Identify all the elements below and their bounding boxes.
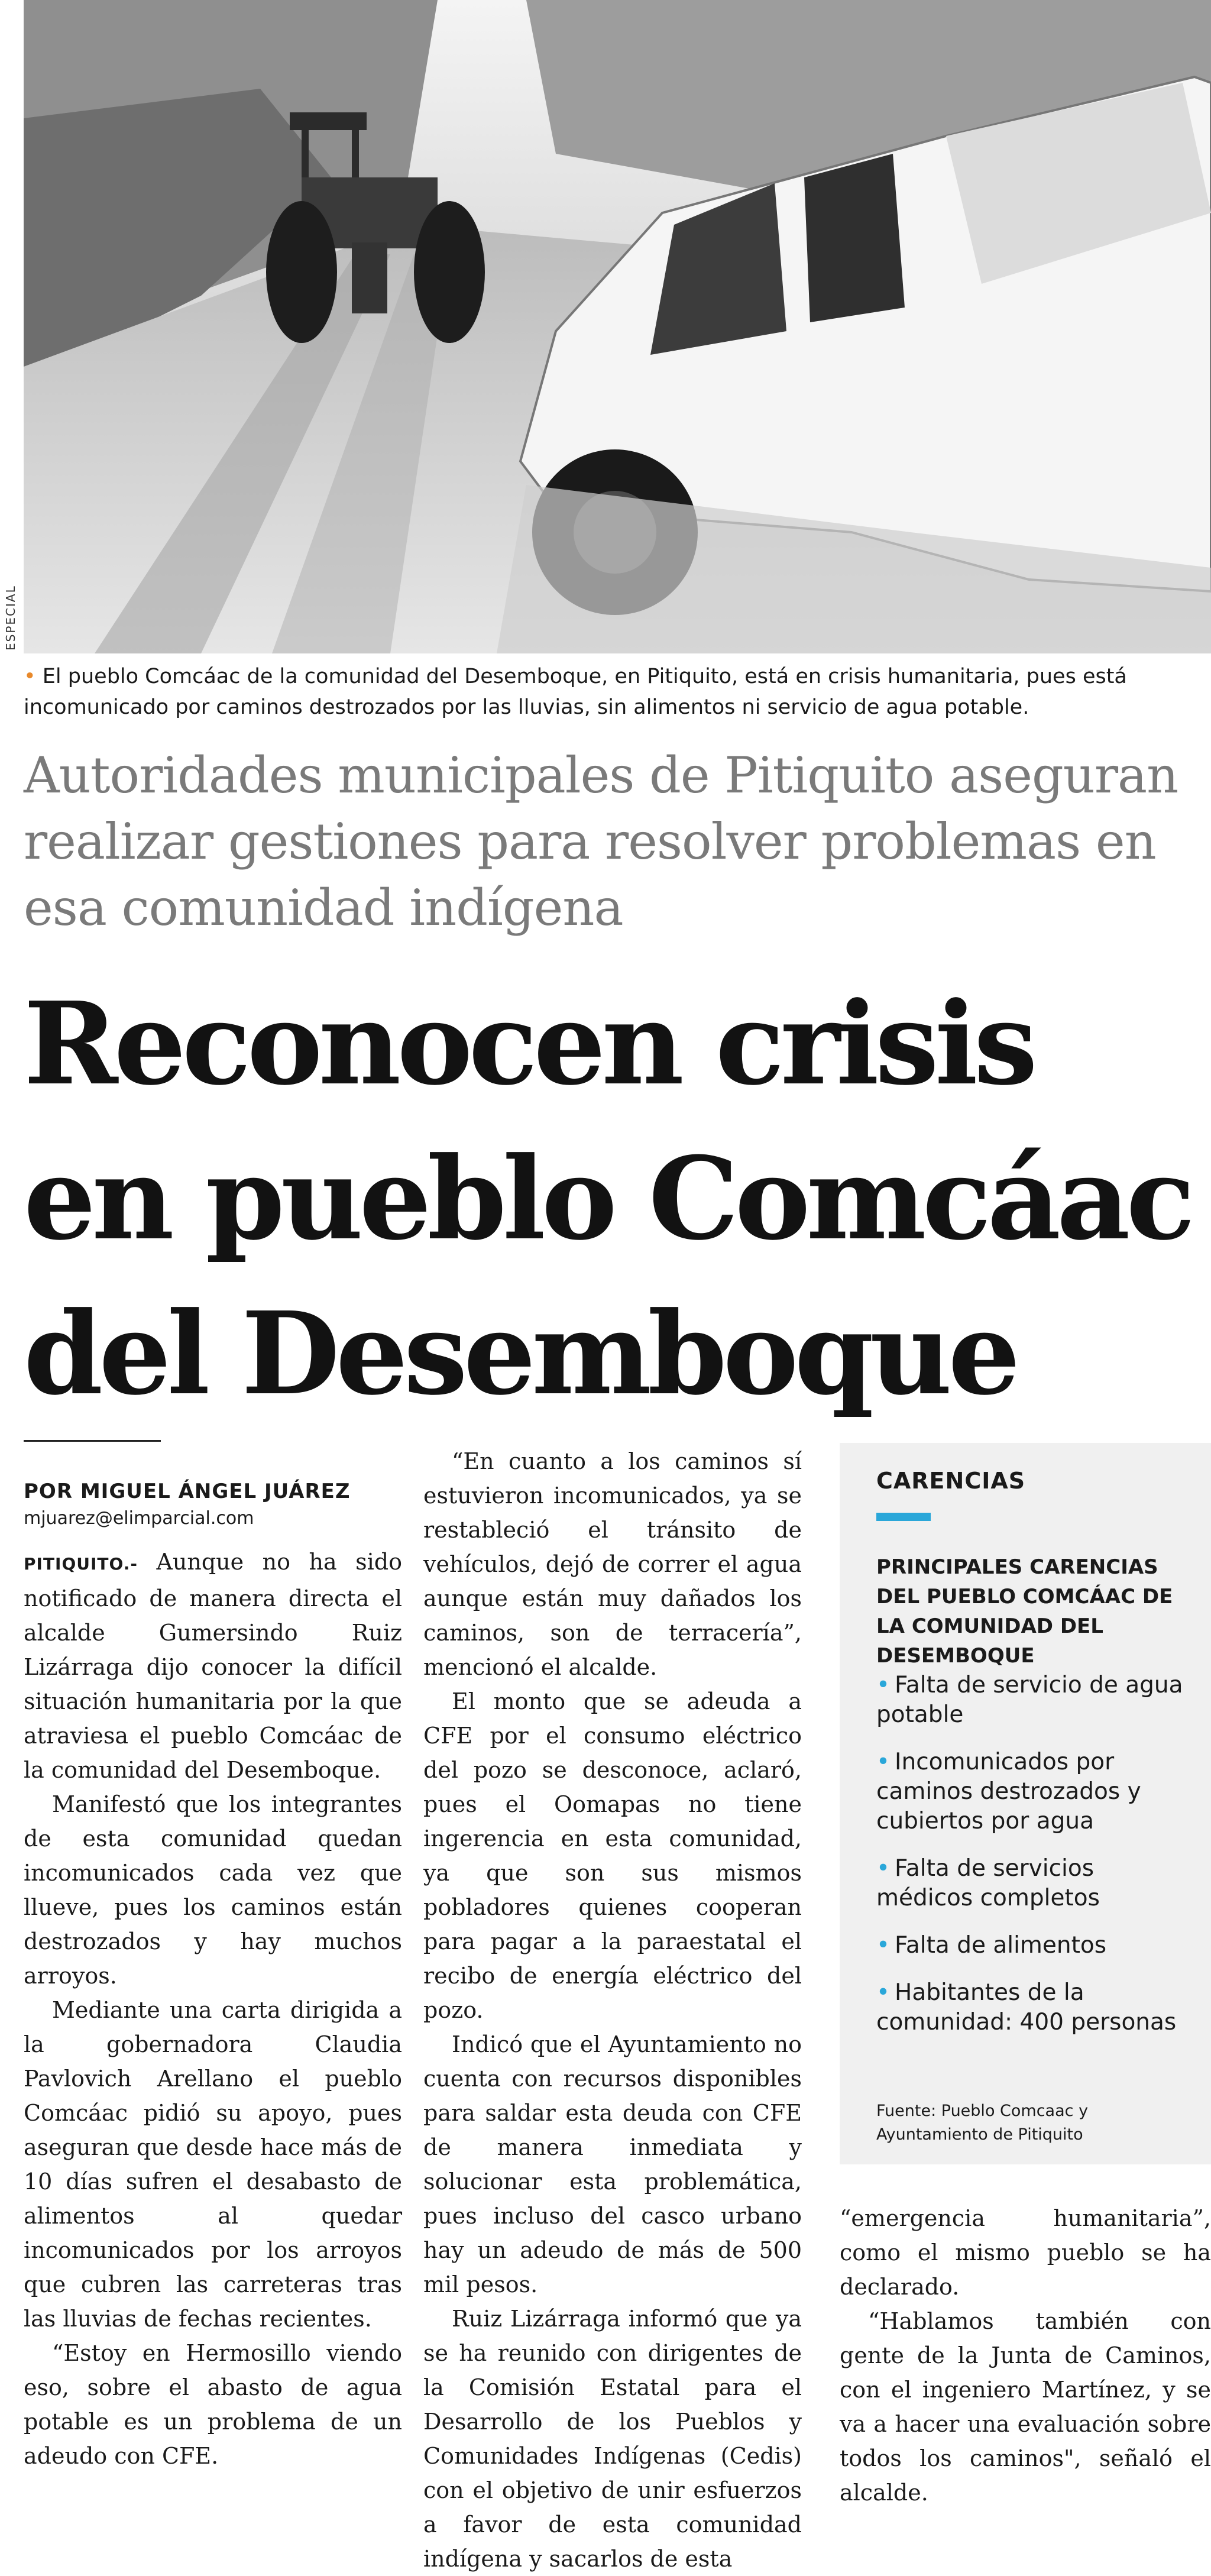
sidebar-title: CARENCIAS bbox=[876, 1468, 1026, 1494]
article-paragraph: Manifestó que los integrantes de esta comunidad quedan incomunicados cada vez que llueve, pues los caminos están destrozados y hay muchos arroyos. bbox=[24, 1791, 402, 1989]
caption-bullet-icon: • bbox=[24, 665, 36, 688]
sidebar-list bbox=[876, 1671, 1196, 2055]
byline-email[interactable]: mjuarez@elimparcial.com bbox=[24, 1508, 254, 1529]
article-column-2 bbox=[423, 1444, 802, 2576]
article-paragraph: “En cuanto a los caminos sí estuvieron incomunicados, ya se restableció el tránsito de vehículos, dejó de correr el agua aunque están muy dañados los caminos, son de terracería”, mencionó el alcalde. bbox=[423, 1448, 802, 1680]
bullet-icon: • bbox=[876, 1672, 891, 1698]
article-paragraph: “Estoy en Hermosillo viendo eso, sobre el abasto de agua potable es un problema de un adeudo con CFE. bbox=[24, 2340, 402, 2469]
byline-divider bbox=[24, 1440, 161, 1442]
article-paragraph: Mediante una carta dirigida a la gobernadora Claudia Pavlovich Arellano el pueblo Comcáac pidió su apoyo, pues aseguran que desde hace más de 10 días sufren el desabasto de alimentos al quedar incomunicados por los arroyos que cubren las carreteras tras las lluvias de fechas recientes. bbox=[24, 1997, 402, 2332]
list-item: • Falta de servicios médicos completos bbox=[876, 1855, 1100, 1911]
article-column-1 bbox=[24, 1478, 402, 2473]
news-photo bbox=[24, 0, 1211, 653]
photo-credit: ESPECIAL bbox=[4, 585, 18, 651]
article-paragraph: PITIQUITO.- Aunque no ha sido notificado de manera directa el alcalde Gumersindo Ruiz Lizárraga dijo conocer la difícil situación humanitaria por la que atraviesa el pueblo Comcáac de la comunidad del Desemboque. bbox=[24, 1549, 402, 1783]
byline-author: POR MIGUEL ÁNGEL JUÁREZ bbox=[24, 1480, 351, 1503]
article-headline: Reconocen crisis en pueblo Comcáac del Desemboque bbox=[24, 978, 1191, 1420]
bullet-icon: • bbox=[876, 1749, 891, 1775]
article-paragraph: “emergencia humanitaria”, como el mismo pueblo se ha declarado. bbox=[840, 2205, 1211, 2300]
article-kicker: Autoridades municipales de Pitiquito aseguran realizar gestiones para resolver problemas en esa comunidad indígena bbox=[24, 746, 1178, 937]
list-item: • Falta de servicio de agua potable bbox=[876, 1672, 1183, 1728]
sidebar-source: Fuente: Pueblo Comcaac y Ayuntamiento de Pitiquito bbox=[876, 2102, 1089, 2144]
bullet-icon: • bbox=[876, 1855, 891, 1882]
bullet-icon: • bbox=[876, 1979, 891, 2006]
bullet-icon: • bbox=[876, 1932, 891, 1959]
article-paragraph: El monto que se adeuda a CFE por el consumo eléctrico del pozo se desconoce, aclaró, pues el Oomapas no tiene ingerencia en esta comunidad, ya que son sus mismos pobladores quienes cooperan para pagar a la paraestatal el recibo de energía eléctrico del pozo. bbox=[423, 1688, 802, 2023]
list-item: • Incomunicados por caminos destrozados y cubiertos por agua bbox=[876, 1749, 1141, 1834]
sidebar-accent-bar bbox=[876, 1513, 931, 1521]
article-paragraph: “Hablamos también con gente de la Junta de Caminos, con el ingeniero Martínez, y se va a hacer una evaluación sobre todos los caminos", señaló el alcalde. bbox=[840, 2308, 1211, 2506]
photo-tractor-towing-truck bbox=[24, 0, 1211, 653]
article-column-3 bbox=[840, 2201, 1211, 2510]
dateline: PITIQUITO.- bbox=[24, 1554, 138, 1574]
article-paragraph: Indicó que el Ayuntamiento no cuenta con recursos disponibles para saldar esta deuda con CFE de manera inmediata y solucionar esta problemática, pues incluso del casco urbano hay un adeudo de más de 500 mil pesos. bbox=[423, 2031, 802, 2297]
sidebar-carencias bbox=[840, 1443, 1211, 2164]
list-item: • Habitantes de la comunidad: 400 personas bbox=[876, 1979, 1177, 2035]
photo-caption bbox=[24, 661, 1206, 723]
sidebar-subtitle: PRINCIPALES CARENCIAS DEL PUEBLO COMCÁAC DE LA COMUNIDAD DEL DESEMBOQUE bbox=[876, 1555, 1173, 1668]
caption-text: El pueblo Comcáac de la comunidad del Desemboque, en Pitiquito, está en crisis humanitaria, pues está incomunicado por caminos destrozados por las lluvias, sin alimentos ni servicio de agua potable. bbox=[24, 665, 1127, 719]
article-paragraph: Ruiz Lizárraga informó que ya se ha reunido con dirigentes de la Comisión Estatal para el Desarrollo de los Pueblos y Comunidades Indígenas (Cedis) con el objetivo de unir esfuerzos a favor de esta comunidad indígena y sacarlos de esta bbox=[423, 2306, 802, 2572]
list-item: • Falta de alimentos bbox=[876, 1932, 1107, 1959]
